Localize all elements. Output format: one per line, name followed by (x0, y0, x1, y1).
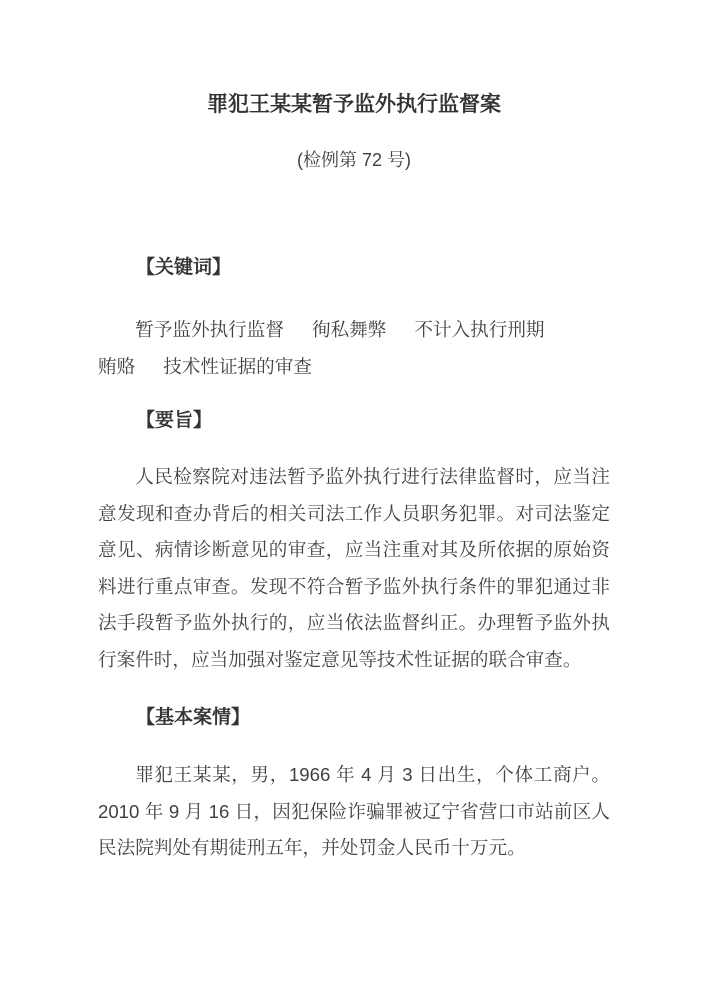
keyword-item: 徇私舞弊 (311, 319, 387, 340)
case-number: (检例第 72 号) (296, 150, 411, 170)
keywords-row-1 (98, 312, 610, 349)
section-heading-basic-facts: 【基本案情】 (136, 707, 251, 728)
basic-facts-paragraph: 罪犯王某某，男，1966 年 4 月 3 日出生，个体工商户。2010 年 9 月 16 日，因犯保险诈骗罪被辽宁省营口市站前区人民法院判处有期徒刑五年，并处罚金人民币十万元。 (98, 764, 610, 858)
section-heading-gist: 【要旨】 (136, 410, 213, 431)
keyword-item: 贿赂 (98, 355, 136, 377)
keyword-item: 不计入执行刑期 (414, 319, 545, 340)
document-title: 罪犯王某某暂予监外执行监督案 (207, 93, 501, 116)
section-heading-keywords: 【关键词】 (136, 257, 232, 278)
keywords-list (98, 312, 610, 385)
keywords-row-2 (98, 349, 610, 386)
keyword-item: 技术性证据的审查 (163, 355, 312, 377)
keyword-item: 暂予监外执行监督 (135, 319, 284, 340)
gist-paragraph: 人民检察院对违法暂予监外执行进行法律监督时，应当注意发现和查办背后的相关司法工作人员职务犯罪。对司法鉴定意见、病情诊断意见的审查，应当注重对其及所依据的原始资料进行重点审查。发现不符合暂予监外执行条件的罪犯通过非法手段暂予监外执行的，应当依法监督纠正。办理暂予监外执行案件时，应当加强对鉴定意见等技术性证据的联合审查。 (98, 466, 610, 670)
